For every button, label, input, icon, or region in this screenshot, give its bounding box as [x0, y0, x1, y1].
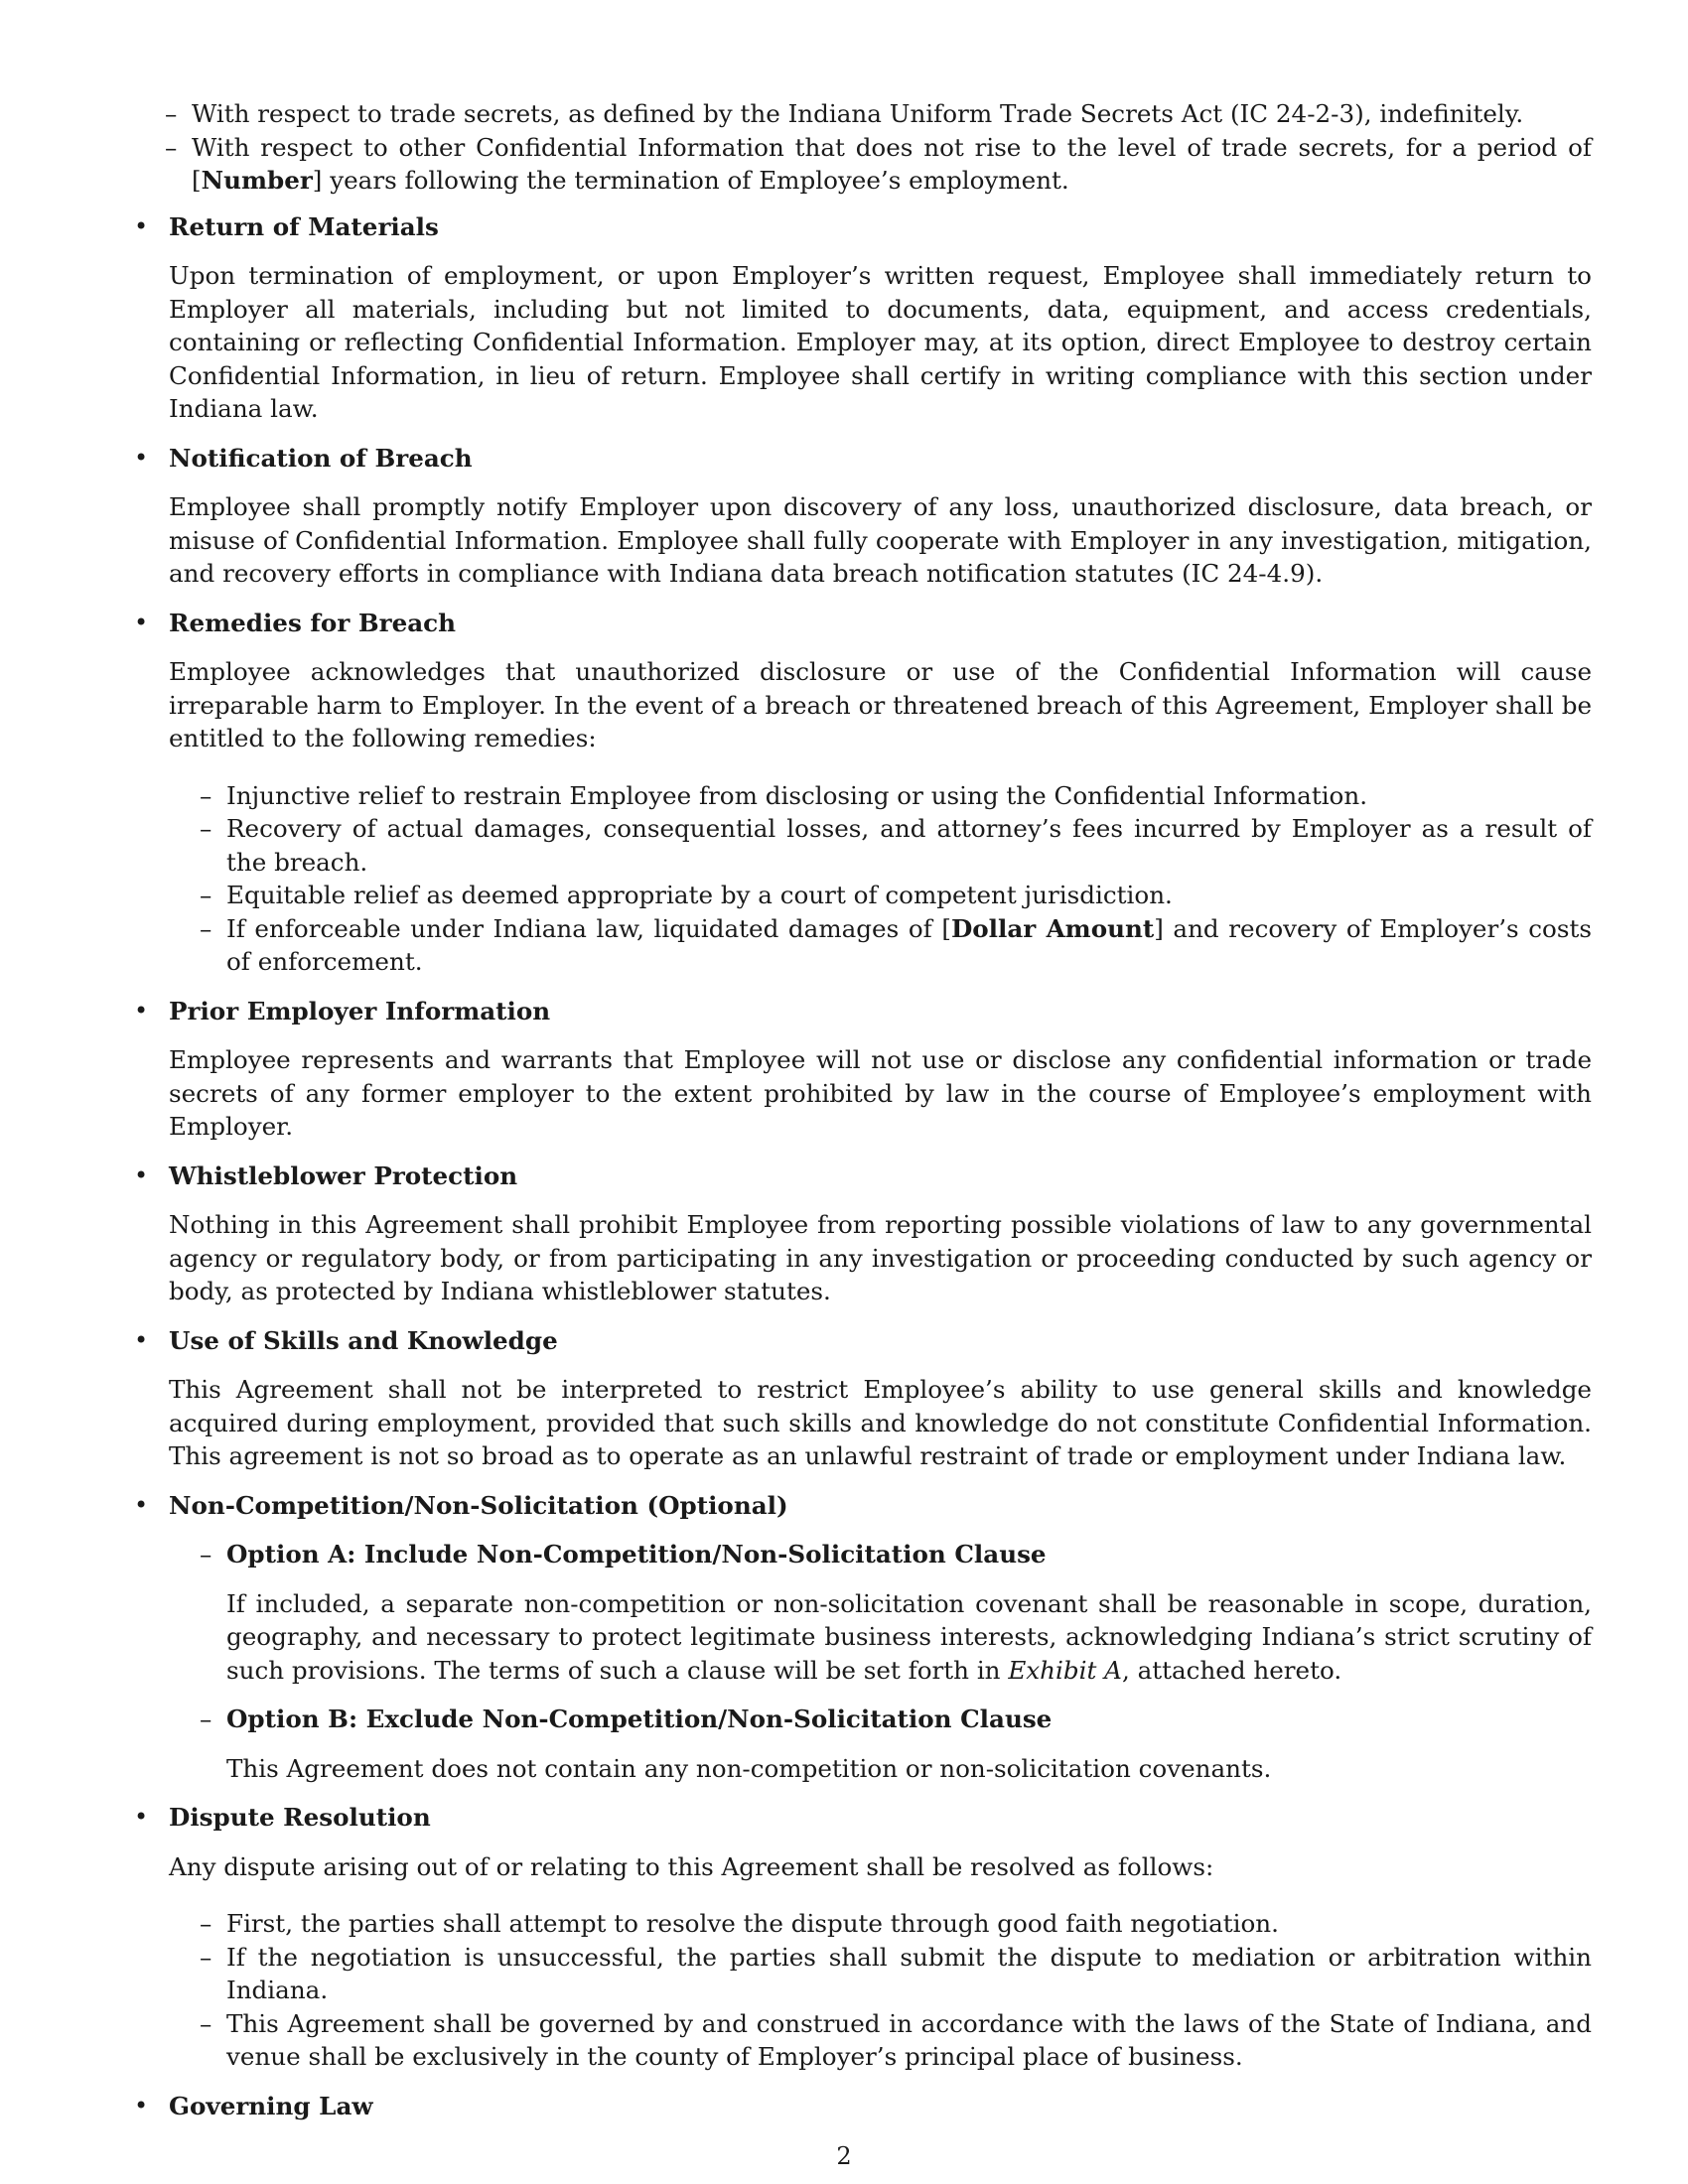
- option-a: [169, 1538, 1592, 1687]
- section-dispute-resolution: [134, 1801, 1592, 2074]
- option-b: [169, 1703, 1592, 1785]
- section-prior-employer: [134, 995, 1592, 1144]
- section-body: Employee shall promptly notify Employer upon discovery of any loss, unauthorized disclosure, data breach, or misuse of Confidential Information. Employee shall fully cooperate with Employer in any investigation, mitigation, and recovery efforts in compliance with Indiana data breach notification statutes (IC 24-4.9).: [169, 492, 1592, 588]
- exhibit-reference: Exhibit A: [1008, 1655, 1122, 1685]
- placeholder-dollar-amount: Dollar Amount: [950, 913, 1155, 943]
- section-skills-knowledge: [134, 1324, 1592, 1473]
- section-whistleblower: [134, 1160, 1592, 1308]
- section-body: This Agreement shall not be interpreted to restrict Employee’s ability to use general skills and knowledge acquired during employment, provided that such skills and knowledge do not constitute Confidential Information. This agreement is not so broad as to operate as an unlawful restraint of trade or employment under Indiana law.: [169, 1375, 1592, 1470]
- section-non-competition: [134, 1489, 1592, 1786]
- section-title: • Use of Skills and Knowledge: [169, 1325, 558, 1355]
- section-title: • Dispute Resolution: [169, 1803, 431, 1832]
- section-body: Employee represents and warrants that Employee will not use or disclose any confidential information or trade secrets of any former employer to the extent prohibited by law in the course of Employee’s employment with Employer.: [169, 1045, 1592, 1141]
- section-title: • Remedies for Breach: [169, 608, 457, 637]
- list-item: – If enforceable under Indiana law, liquidated damages of [Dollar Amount] and recovery of Employer’s costs of enforcement.: [134, 912, 1592, 979]
- list-item: – Recovery of actual damages, consequential losses, and attorney’s fees incurred by Employer as a result of the breach.: [134, 812, 1592, 879]
- section-title: • Return of Materials: [169, 211, 439, 241]
- section-remedies-for-breach: [134, 607, 1592, 979]
- section-notification-of-breach: [134, 442, 1592, 591]
- list-item: – First, the parties shall attempt to resolve the dispute through good faith negotiation.: [134, 1907, 1592, 1941]
- list-item: – This Agreement shall be governed by and construed in accordance with the laws of the State of Indiana, and venue shall be exclusively in the county of Employer’s principal place of business.: [134, 2007, 1592, 2074]
- list-item: – With respect to other Confidential Information that does not rise to the level of trade secrets, for a period of [Number] years following the termination of Employee’s employment.: [99, 131, 1592, 198]
- section-body: Employee acknowledges that unauthorized disclosure or use of the Confidential Information will cause irreparable harm to Employer. In the event of a breach or threatened breach of this Agreement, Employer shall be entitled to the following remedies:: [169, 657, 1592, 752]
- list-item: – Equitable relief as deemed appropriate by a court of competent jurisdiction.: [134, 879, 1592, 912]
- section-return-of-materials: [134, 210, 1592, 426]
- list-item: – With respect to trade secrets, as defined by the Indiana Uniform Trade Secrets Act (IC 24-2-3), indefinitely.: [99, 97, 1592, 131]
- document-content: [134, 97, 1592, 2138]
- section-title: • Whistleblower Protection: [169, 1160, 518, 1190]
- section-body: Any dispute arising out of or relating to this Agreement shall be resolved as follows:: [169, 1851, 1214, 1881]
- section-title: • Notification of Breach: [169, 443, 473, 473]
- dispute-steps-list: [134, 1907, 1592, 2074]
- section-title: • Non-Competition/Non-Solicitation (Optional): [169, 1490, 788, 1520]
- section-title: • Prior Employer Information: [169, 996, 551, 1025]
- option-title: – Option A: Include Non-Competition/Non-Solicitation Clause: [169, 1538, 1592, 1571]
- option-title: – Option B: Exclude Non-Competition/Non-Solicitation Clause: [169, 1703, 1592, 1736]
- section-body: Nothing in this Agreement shall prohibit Employee from reporting possible violations of law to any governmental agency or regulatory body, or from participating in any investigation or proceeding conducted by such agency or body, as protected by Indiana whistleblower statutes.: [169, 1210, 1592, 1305]
- list-item: – If the negotiation is unsuccessful, the parties shall submit the dispute to mediation or arbitration within Indiana.: [134, 1941, 1592, 2007]
- option-body: This Agreement does not contain any non-competition or non-solicitation covenants.: [226, 1753, 1272, 1783]
- page-number: 2: [836, 2142, 852, 2170]
- list-item: – Injunctive relief to restrain Employee from disclosing or using the Confidential Information.: [134, 779, 1592, 813]
- remedies-list: [134, 779, 1592, 979]
- section-body: Upon termination of employment, or upon Employer’s written request, Employee shall immediately return to Employer all materials, including but not limited to documents, data, equipment, and access credentials, containing or reflecting Confidential Information. Employer may, at its option, direct Employee to destroy certain Confidential Information, in lieu of return. Employee shall certify in writing compliance with this section under Indiana law.: [169, 261, 1592, 423]
- section-governing-law: [134, 2090, 1592, 2123]
- option-body: If included, a separate non-competition or non-solicitation covenant shall be reasonable in scope, duration, geography, and necessary to protect legitimate business interests, acknowledging Indiana’s strict scrutiny of such provisions. The terms of such a clause will be set forth in Exhibit A, attached hereto.: [226, 1588, 1592, 1685]
- placeholder-number: Number: [201, 166, 313, 195]
- section-title: • Governing Law: [169, 2091, 373, 2120]
- trade-secret-duration-list: [99, 97, 1592, 198]
